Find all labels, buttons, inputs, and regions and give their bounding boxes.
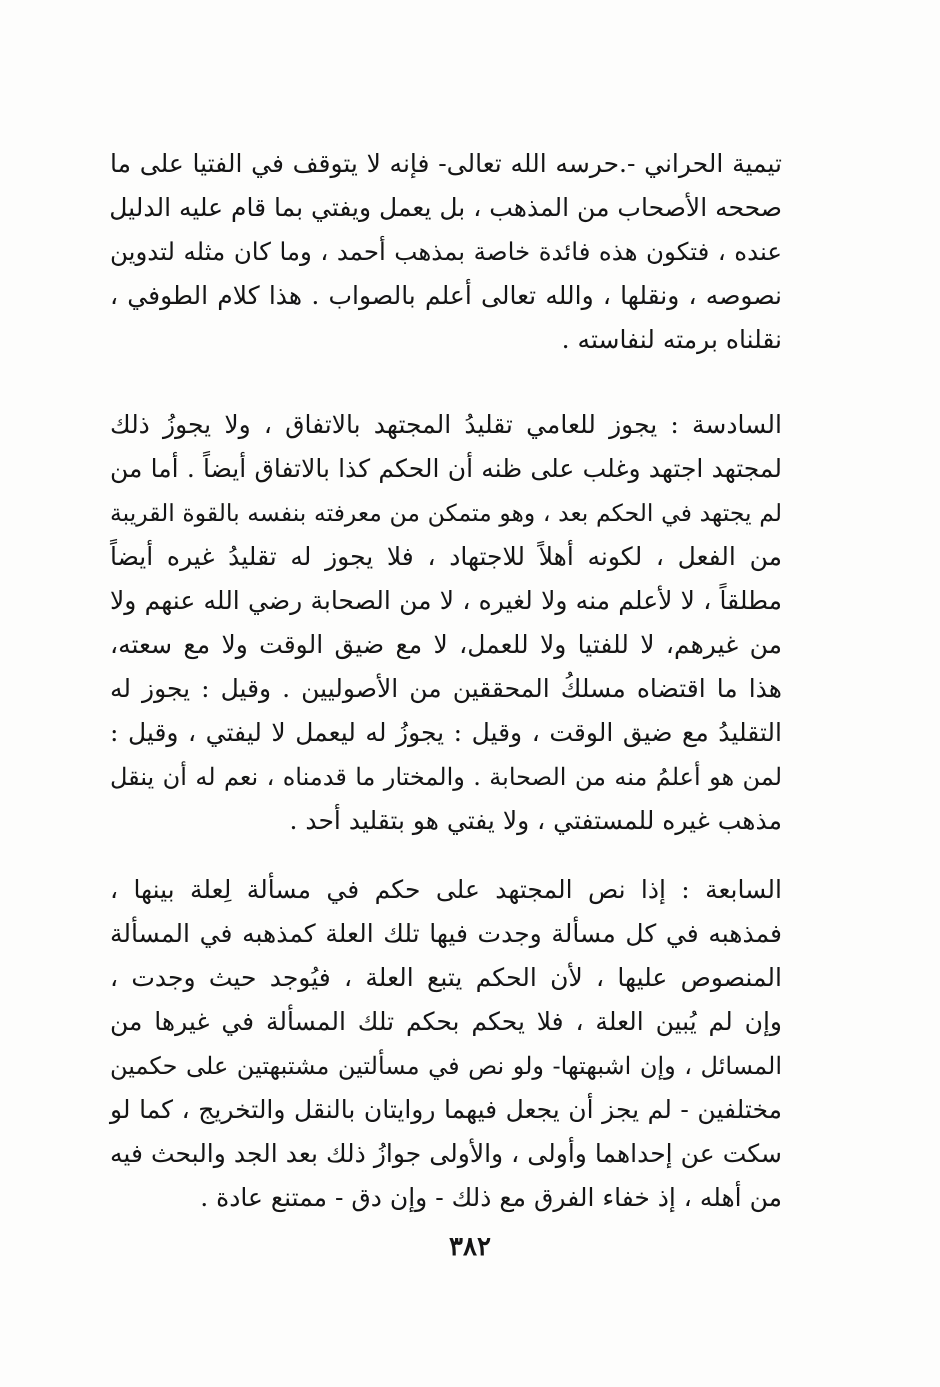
text-line: فمذهبه في كل مسألة وجدت فيها تلك العلة كمذهبه في المسألة <box>110 919 782 948</box>
text-line: نقلناه برمته لنفاسته . <box>561 325 782 354</box>
paragraph-seventh <box>110 868 782 1220</box>
paragraph-sixth <box>110 403 782 843</box>
text-line: هذا ما اقتضاه مسلكُ المحققين من الأصوليين . وقيل : يجوز له <box>110 674 782 703</box>
text-line: سكت عن إحداهما وأولى ، والأولى جوازُ ذلك بعد الجد والبحث فيه <box>110 1139 782 1168</box>
text-line: لمن هو أعلمُ منه من الصحابة . والمختار ما قدمناه ، نعم له أن ينقل <box>110 763 782 791</box>
text-line: صححه الأصحاب من المذهب ، بل يعمل ويفتي بما قام عليه الدليل <box>109 193 782 222</box>
page-number: ٣٨٢ <box>449 1232 491 1262</box>
text-line: لمجتهد اجتهد وغلب على ظنه أن الحكم كذا بالاتفاق أيضاً . أما من <box>110 454 782 483</box>
text-line: مطلقاً ، لا لأعلم منه ولا لغيره ، لا من الصحابة رضي الله عنهم ولا <box>110 586 782 615</box>
text-line: من أهله ، إذ خفاء الفرق مع ذلك - وإن دق - ممتنع عادة . <box>200 1183 782 1212</box>
text-line: نصوصه ، ونقلها ، والله تعالى أعلم بالصواب . هذا كلام الطوفي ، <box>110 281 782 310</box>
text-line: لم يجتهد في الحكم بعد ، وهو متمكن من معرفته بنفسه بالقوة القريبة <box>110 499 782 527</box>
text-line: التقليدُ مع ضيق الوقت ، وقيل : يجوزُ له ليعمل لا ليفتي ، وقيل : <box>110 718 782 747</box>
text-line: من غيرهم، لا للفتيا ولا للعمل، لا مع ضيق الوقت ولا مع سعته، <box>110 630 782 659</box>
text-line: المنصوص عليها ، لأن الحكم يتبع العلة ، فيُوجد حيث وجدت ، <box>110 963 782 992</box>
text-line: وإن لم يُبين العلة ، فلا يحكم بحكم تلك المسألة في غيرها من <box>110 1007 782 1036</box>
text-line: المسائل ، وإن اشبهتها- ولو نص في مسألتين مشتبهتين على حكمين <box>110 1052 782 1080</box>
text-line: تيمية الحراني -.حرسه الله تعالى- فإنه لا يتوقف في الفتيا على ما <box>110 149 782 178</box>
text-line: السابعة : إذا نص المجتهد على حكم في مسألة لِعلة بينها ، <box>110 875 782 904</box>
text-line: عنده ، فتكون هذه فائدة خاصة بمذهب أحمد ، وما كان مثله لتدوين <box>110 237 782 266</box>
text-line: مذهب غيره للمستفتي ، ولا يفتي هو بتقليد أحد . <box>289 806 782 835</box>
text-line: السادسة : يجوز للعامي تقليدُ المجتهد بالاتفاق ، ولا يجوزُ ذلك <box>110 410 782 439</box>
text-line: من الفعل ، لكونه أهلاً للاجتهاد ، فلا يجوز له تقليدُ غيره أيضاً <box>110 542 782 571</box>
paragraph-continuation <box>110 142 782 362</box>
text-line: مختلفين - لم يجز أن يجعل فيهما روايتان بالنقل والتخريج ، كما لو <box>110 1095 782 1124</box>
